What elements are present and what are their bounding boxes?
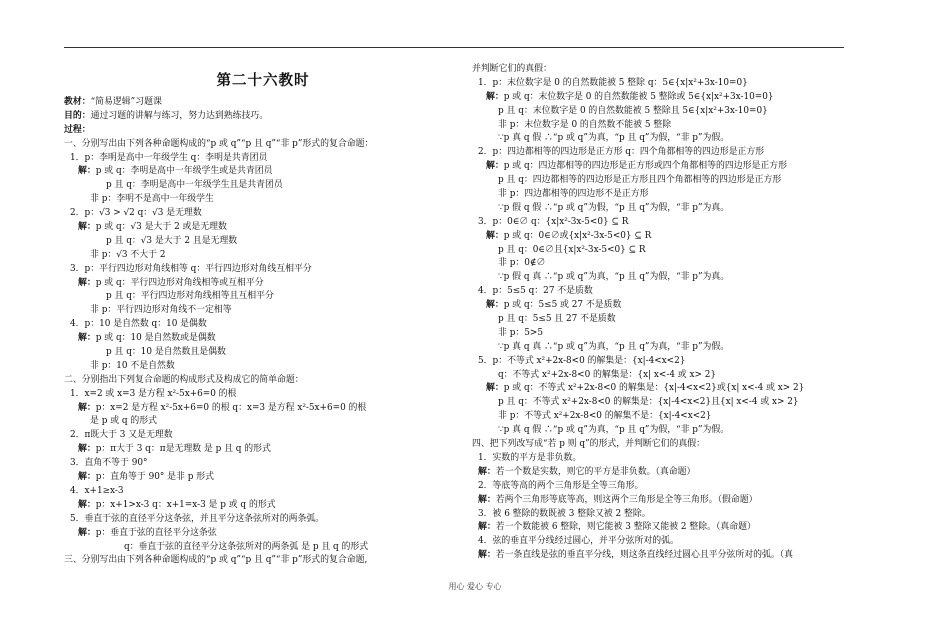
right-line [472, 480, 850, 494]
line-text: 非 p：√3 不大于 2 [90, 249, 166, 260]
line-text: 若一个数是实数，则它的平方是非负数。（真命题） [495, 466, 696, 477]
left-line [64, 346, 462, 360]
right-line [472, 119, 850, 133]
page-footer: 用心 爱心 专心 [448, 582, 502, 591]
header-rule [64, 47, 844, 48]
line-text: p 或 q：李明是高中一年级学生或是共青团员 [95, 166, 273, 177]
left-line [64, 443, 462, 457]
left-line [64, 541, 462, 555]
right-line [472, 438, 850, 452]
line-label: 解： [78, 166, 96, 177]
line-text: ∵p 真 q 假 ∴“p 或 q”为真，“p 且 q”为假，“非 p”为假。 [498, 425, 730, 436]
line-text: p 且 q：5≤5 且 27 不是质数 [498, 314, 616, 325]
line-text: ∵p 真 q 真 ∴“p 或 q”为真，“p 且 q”为真，“非 p”为假。 [498, 341, 730, 352]
line-label: 解： [486, 300, 504, 311]
line-text: 1．实数的平方是非负数。 [478, 452, 582, 463]
line-text: 若两个三角形等底等高，则这两个三角形是全等三角形。（假命题） [495, 494, 758, 505]
left-line [64, 110, 462, 124]
right-line [472, 327, 850, 341]
line-text: p 或 q：不等式 x²+2x-8<0 的解集是：{x|-4<x<2}或{x| x<-4 或 x> 2} [503, 383, 805, 394]
line-text: p 或 q：5≤5 或 27 不是质数 [503, 300, 622, 311]
left-line [64, 193, 462, 207]
right-line [472, 146, 850, 160]
line-label: 教材： [64, 97, 91, 107]
left-line [64, 207, 462, 221]
line-text: p 且 q：平行四边形对角线相等且互相平分 [106, 291, 274, 302]
line-text: 4．p：5≤5 q：27 不是质数 [478, 286, 593, 297]
line-label: 解： [486, 383, 504, 394]
line-text: 2．π既大于 3 又是无理数 [70, 430, 173, 441]
left-line [64, 165, 462, 179]
line-label: 解： [78, 527, 96, 538]
left-line [64, 263, 462, 277]
right-line [472, 230, 850, 244]
line-text: 二、分别指出下列复合命题的构成形式及构成它的简单命题： [64, 374, 304, 385]
right-line [472, 160, 850, 174]
left-line [64, 290, 462, 304]
line-text: p：x+1>x-3 q：x+1=x-3 是 p 或 q 的形式 [95, 499, 276, 510]
right-line [472, 216, 850, 230]
left-line [64, 360, 462, 374]
line-text: q：垂直于弦的直径平分这条弦所对的两条弧 是 p 且 q 的形式 [124, 541, 369, 552]
line-text: 4．p：10 是自然数 q：10 是偶数 [70, 319, 207, 330]
right-line [472, 77, 850, 91]
left-line [64, 513, 462, 527]
line-text: p 且 q：10 是自然数且是偶数 [106, 347, 226, 358]
line-text: p：垂直于弦的直径平分这条弦 [95, 527, 217, 538]
right-line [472, 549, 850, 563]
line-label: 解： [478, 494, 496, 505]
line-text: 5．垂直于弦的直径平分这条弦，并且平分这条弦所对的两条弧。 [70, 513, 325, 524]
line-label: 目的： [64, 110, 91, 121]
right-line [472, 105, 850, 119]
right-line [472, 452, 850, 466]
line-text: 非 p：李明不是高中一年级学生 [90, 194, 214, 205]
line-text: 2．等底等高的两个三角形是全等三角形。 [478, 480, 644, 491]
line-label: 解： [78, 333, 96, 344]
line-text: p 或 q：四边都相等的四边形是正方形或四个角都相等的四边形是正方形 [503, 161, 788, 172]
line-text: 非 p：不等式 x²+2x-8<0 的解集不是：{x|-4<x<2} [498, 411, 712, 422]
left-lines [64, 96, 462, 568]
left-line [64, 374, 462, 388]
right-line [472, 91, 850, 105]
left-line [64, 124, 462, 138]
line-text: 3．p：0∈∅ q：{x|x²-3x-5<0} ⊆ R [478, 216, 629, 227]
line-text: 并判断它们的真假： [472, 64, 552, 74]
left-line [64, 277, 462, 291]
left-line [64, 152, 462, 166]
line-text: p 且 q：四边都相等的四边形是正方形且四个角都相等的四边形是正方形 [498, 175, 782, 186]
left-line [64, 96, 462, 110]
right-column [472, 63, 850, 563]
right-line [472, 535, 850, 549]
left-line [64, 499, 462, 513]
line-text: ∵p 假 q 假 ∴“p 或 q”为假，“p 且 q”为假，“非 p”为真。 [498, 202, 730, 213]
line-text: p 或 q：0∈∅或{x|x²-3x-5<0} ⊆ R [503, 230, 652, 241]
right-line [472, 271, 850, 285]
line-text: p 且 q：√3 是大于 2 且是无理数 [106, 235, 238, 246]
line-text: q：不等式 x²+2x-8<0 的解集是：{x| x<-4 或 x> 2} [498, 369, 717, 380]
line-text: 2．p：四边都相等的四边形是正方形 q：四个角都相等的四边形是正方形 [478, 147, 765, 158]
right-lines [472, 63, 850, 563]
line-label: 解： [486, 230, 504, 241]
line-text: p 且 q：李明是高中一年级学生且是共青团员 [106, 180, 283, 191]
line-text: p：π大于 3 q：π是无理数 是 p 且 q 的形式 [95, 444, 271, 455]
left-line [64, 485, 462, 499]
line-text: 三、分别写出由下列各种命题构成的“p 或 q”“p 且 q”“非 p”形式的复合命题, [64, 555, 368, 566]
left-line [64, 249, 462, 263]
right-line [472, 341, 850, 355]
right-line [472, 188, 850, 202]
left-line [64, 471, 462, 485]
line-label: 解： [478, 522, 496, 533]
right-line [472, 285, 850, 299]
right-line [472, 410, 850, 424]
right-line [472, 396, 850, 410]
line-text: 3．被 6 整除的数既被 3 整除又被 2 整除。 [478, 508, 651, 519]
line-label: 解： [78, 499, 96, 510]
left-line [64, 527, 462, 541]
line-text: 非 p：平行四边形对角线不一定相等 [90, 305, 232, 316]
right-line [472, 508, 850, 522]
left-line [64, 235, 462, 249]
right-line [472, 521, 850, 535]
line-text: 若一个数能被 6 整除，则它能被 3 整除又能被 2 整除。（真命题） [495, 522, 756, 533]
line-text: 1．x=2 或 x=3 是方程 x²-5x+6=0 的根 [70, 388, 237, 399]
line-text: p 或 q：√3 是大于 2 或是无理数 [95, 222, 227, 233]
line-text: 一、分别写出由下列各种命题构成的“p 或 q”“p 且 q”“非 p”形式的复合命题： [64, 138, 374, 149]
page-title: 第二十六教时 [216, 73, 310, 89]
line-text: 3．直角不等于 90° [70, 458, 148, 469]
line-text: 1．p：李明是高中一年级学生 q：李明是共青团员 [70, 152, 268, 163]
line-label: 解： [78, 444, 96, 455]
right-line [472, 313, 850, 327]
line-label: 过程： [64, 124, 91, 135]
left-line [64, 554, 462, 568]
right-line [472, 244, 850, 258]
line-text: 3．p：平行四边形对角线相等 q：平行四边形对角线互相平分 [70, 263, 312, 274]
left-line [64, 138, 462, 152]
right-line [472, 63, 850, 77]
left-line [64, 318, 462, 332]
line-text: 4．x+1≥x-3 [70, 485, 124, 496]
line-text: 5．p：不等式 x²+2x-8<0 的解集是：{x|-4<x<2} [478, 355, 686, 366]
right-line [472, 355, 850, 369]
line-text: 2．p：√3 > √2 q：√3 是无理数 [70, 208, 202, 219]
left-line [64, 415, 462, 429]
line-text: 非 p：四边都相等的四边形不是正方形 [498, 189, 649, 200]
line-text: 非 p：0∉∅ [498, 258, 546, 269]
line-label: 解： [78, 277, 96, 288]
line-label: 解： [486, 91, 504, 102]
line-text: 是 p 或 q 的形式 [90, 416, 158, 427]
line-text: p：直角等于 90° 是非 p 形式 [95, 472, 215, 483]
right-line [472, 494, 850, 508]
line-text: 1．p：末位数字是 0 的自然数能被 5 整除 q：5∈{x|x²+3x-10=0} [478, 77, 748, 88]
line-label: 解： [78, 472, 96, 483]
line-text: p 且 q：末位数字是 0 的自然数能被 5 整除且 5∈{x|x²+3x-10=0} [498, 105, 768, 116]
right-line [472, 257, 850, 271]
line-text: p 且 q：不等式 x²+2x-8<0 的解集是：{x|-4<x<2}且{x| x<-4 或 x> 2} [498, 397, 799, 408]
line-text: 通过习题的讲解与练习，努力达到熟练技巧。 [90, 110, 269, 121]
line-text: p 或 q：10 是自然数或是偶数 [95, 333, 216, 344]
left-line [64, 332, 462, 346]
right-line [472, 466, 850, 480]
left-line [64, 304, 462, 318]
left-line [64, 457, 462, 471]
line-text: p 或 q：末位数字是 0 的自然数能被 5 整除或 5∈{x|x²+3x-10=0} [503, 91, 774, 102]
line-label: 解： [478, 550, 496, 561]
line-text: 四、把下列改写成“若 p 则 q”的形式，并判断它们的真假： [472, 439, 706, 450]
right-line [472, 202, 850, 216]
line-text: 非 p：5>5 [498, 327, 543, 338]
line-label: 解： [78, 402, 96, 413]
line-label: 解： [486, 161, 504, 172]
line-text: 非 p：末位数字是 0 的自然数不能被 5 整除 [498, 119, 672, 130]
right-line [472, 174, 850, 188]
right-line [472, 424, 850, 438]
right-line [472, 132, 850, 146]
left-line [64, 221, 462, 235]
line-label: 解： [78, 222, 96, 233]
left-column [64, 63, 462, 568]
line-label: 解： [478, 466, 496, 477]
right-line [472, 299, 850, 313]
line-text: p 且 q：0∈∅且{x|x²-3x-5<0} ⊆ R [498, 244, 646, 255]
line-text: 4．弦的垂直平分线经过圆心，并平分弦所对的弧。 [478, 536, 679, 547]
left-line [64, 179, 462, 193]
right-line [472, 382, 850, 396]
line-text: “简易逻辑”习题课 [90, 97, 162, 107]
left-line [64, 429, 462, 443]
right-line [472, 369, 850, 383]
line-text: ∵p 假 q 真 ∴“p 或 q”为真，“p 且 q”为假，“非 p”为真。 [498, 272, 730, 283]
line-text: 非 p：10 不是自然数 [90, 360, 175, 371]
line-text: p：x=2 是方程 x²-5x+6=0 的根 q：x=3 是方程 x²-5x+6=0 的根 [95, 402, 367, 413]
line-text: p 或 q：平行四边形对角线相等或互相平分 [95, 277, 264, 288]
left-line [64, 388, 462, 402]
line-text: 若一条直线是弦的垂直平分线，则这条直线经过圆心且平分弦所对的弧。（真 [495, 550, 794, 561]
left-line [64, 402, 462, 416]
line-text: ∵p 真 q 假 ∴“p 或 q”为真，“p 且 q”为假，“非 p”为假。 [498, 133, 730, 144]
